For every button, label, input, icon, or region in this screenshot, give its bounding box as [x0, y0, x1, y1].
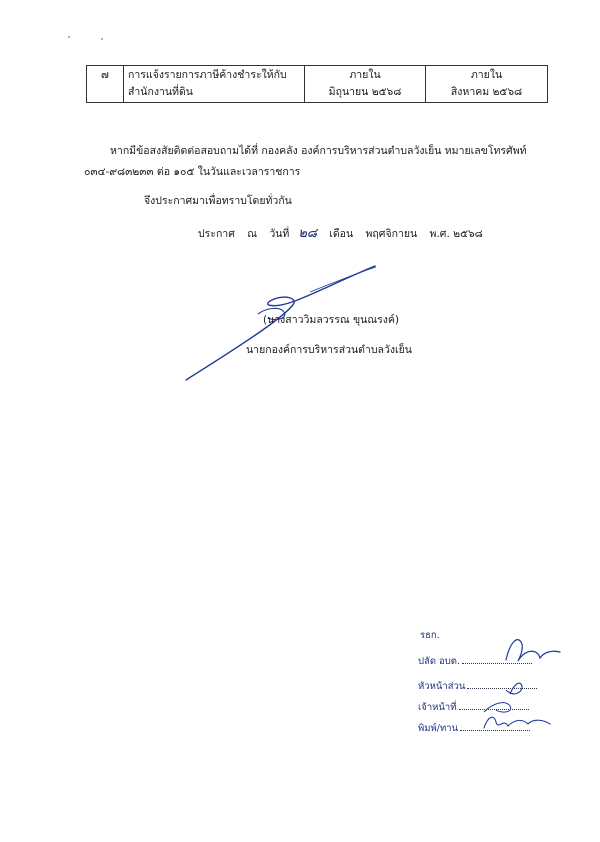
signatory-name: (นางสาววิมลวรรณ ขุนณรงค์) [263, 314, 399, 326]
initials-label: หัวหน้าส่วน [418, 681, 466, 692]
row-start [305, 66, 426, 103]
date-month-label: เดือน [329, 228, 354, 240]
signatory-position: นายกองค์การบริหารส่วนตำบลวังเย็น [246, 344, 412, 356]
handwritten-initials [410, 628, 580, 748]
initials-label: ปลัด อบต. [418, 656, 460, 667]
initials-label: เจ้าหน้าที่ [418, 702, 457, 713]
row-item [124, 66, 305, 103]
start-line: ภายใน [349, 69, 381, 81]
date-day-label: วันที่ [269, 228, 290, 240]
end-line: สิงหาคม ๒๕๖๘ [450, 86, 523, 98]
table-row [87, 66, 548, 103]
date-month: พฤศจิกายน [365, 228, 418, 240]
initials-block [410, 628, 580, 748]
date-prefix: ประกาศ [198, 228, 235, 240]
announcement-text: จึงประกาศมาเพื่อทราบโดยทั่วกัน [144, 195, 292, 207]
row-number: ๗ [87, 66, 124, 103]
contact-paragraph-line1: หากมีข้อสงสัยติดต่อสอบถามได้ที่ กองคลัง องค์การบริหารส่วนตำบลวังเย็น หมายเลขโทรศัพท์ [110, 145, 527, 157]
date-year: พ.ศ. ๒๕๖๘ [429, 228, 483, 240]
item-line: สำนักงานที่ดิน [128, 86, 193, 98]
initials-header: รธก. [420, 630, 440, 641]
contact-paragraph-line2: ๐๓๔-๙๘๓๒๓๓ ต่อ ๑๐๕ ในวันและเวลาราชการ [84, 166, 301, 178]
start-line: มิถุนายน ๒๕๖๘ [328, 86, 402, 98]
end-line: ภายใน [470, 69, 503, 81]
scan-speck [68, 36, 70, 38]
date-day: ๒๘ [298, 226, 317, 241]
date-at: ณ [247, 228, 257, 240]
announcement-date [198, 222, 492, 243]
scan-speck [101, 38, 103, 40]
schedule-table [86, 65, 548, 103]
item-line: การแจ้งรายการภาษีค้างชำระให้กับ [128, 69, 287, 81]
row-end [426, 66, 548, 103]
initials-label: พิมพ์/ทาน [418, 723, 459, 734]
